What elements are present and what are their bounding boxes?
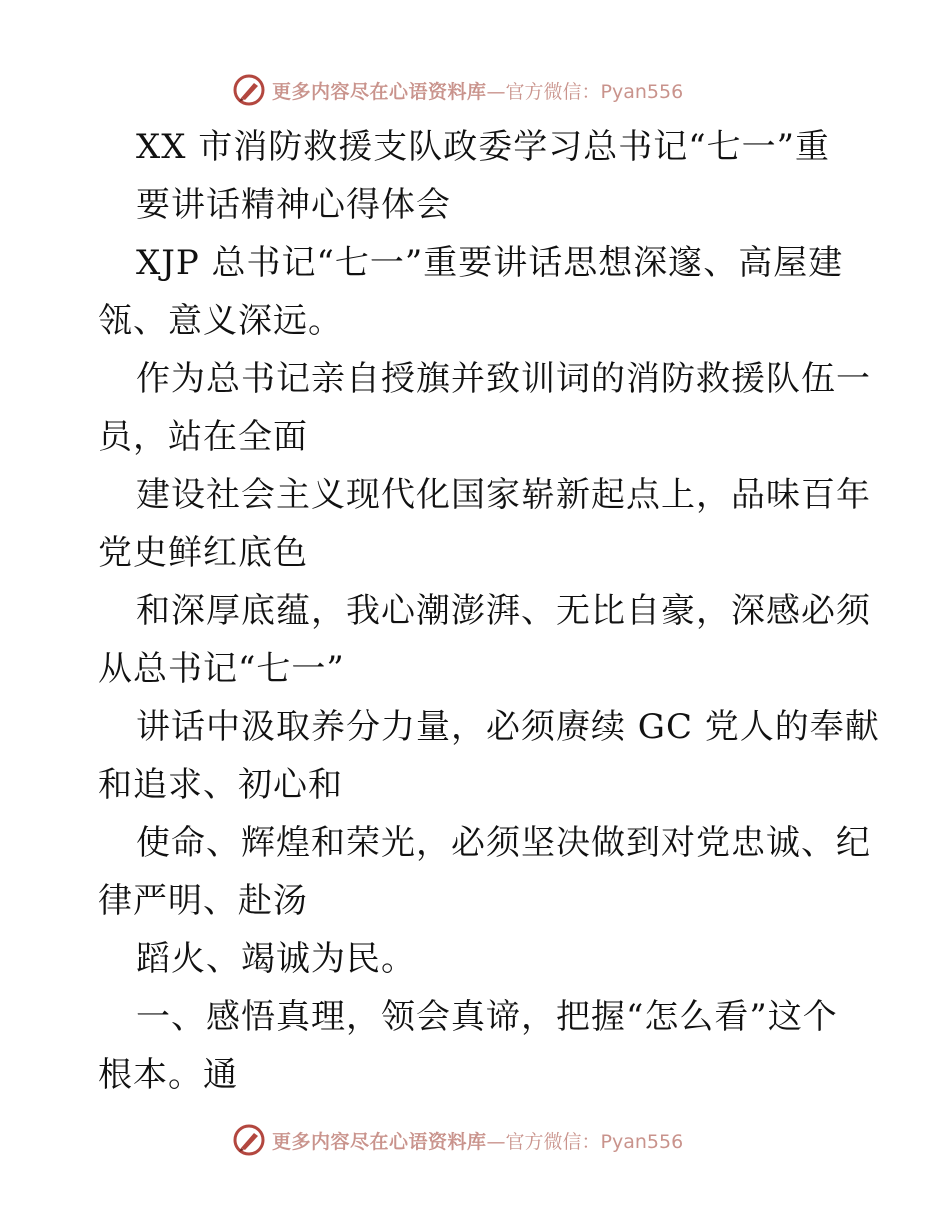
- doc-line: 员，站在全面: [98, 417, 308, 457]
- doc-line: 讲话中汲取养分力量，必须赓续 GC 党人的奉献: [136, 707, 880, 747]
- doc-line: 建设社会主义现代化国家崭新起点上，品味百年: [136, 475, 871, 515]
- doc-line: 一、感悟真理，领会真谛，把握“怎么看”这个: [136, 997, 838, 1037]
- doc-line: 党史鲜红底色: [98, 533, 308, 573]
- doc-line: XJP 总书记“七一”重要讲话思想深邃、高屋建: [136, 243, 844, 283]
- doc-line: 根本。通: [98, 1055, 238, 1095]
- pen-logo-icon: [232, 73, 266, 107]
- header-banner-suffix: —官方微信：Pyan556: [486, 80, 684, 103]
- doc-line: 律严明、赴汤: [98, 881, 308, 921]
- doc-line: 和深厚底蕴，我心潮澎湃、无比自豪，深感必须: [136, 591, 871, 631]
- pen-logo-icon: [232, 1123, 266, 1157]
- doc-line: 和追求、初心和: [98, 765, 343, 805]
- doc-line: 要讲话精神心得体会: [136, 185, 451, 225]
- doc-line: 蹈火、竭诚为民。: [136, 939, 416, 979]
- doc-line: 瓴、意义深远。: [98, 301, 343, 341]
- footer-banner: [232, 1120, 712, 1160]
- footer-banner-text: 更多内容尽在心语资料库: [272, 1130, 487, 1153]
- footer-banner-suffix: —官方微信：Pyan556: [486, 1130, 684, 1153]
- document-body: [98, 118, 880, 1104]
- header-banner: [232, 70, 712, 110]
- header-banner-text: 更多内容尽在心语资料库: [272, 80, 487, 103]
- doc-line: 使命、辉煌和荣光，必须坚决做到对党忠诚、纪: [136, 823, 871, 863]
- doc-line: 作为总书记亲自授旗并致训词的消防救援队伍一: [136, 359, 871, 399]
- doc-line: 从总书记“七一”: [98, 649, 345, 689]
- doc-line: XX 市消防救援支队政委学习总书记“七一”重: [136, 127, 830, 167]
